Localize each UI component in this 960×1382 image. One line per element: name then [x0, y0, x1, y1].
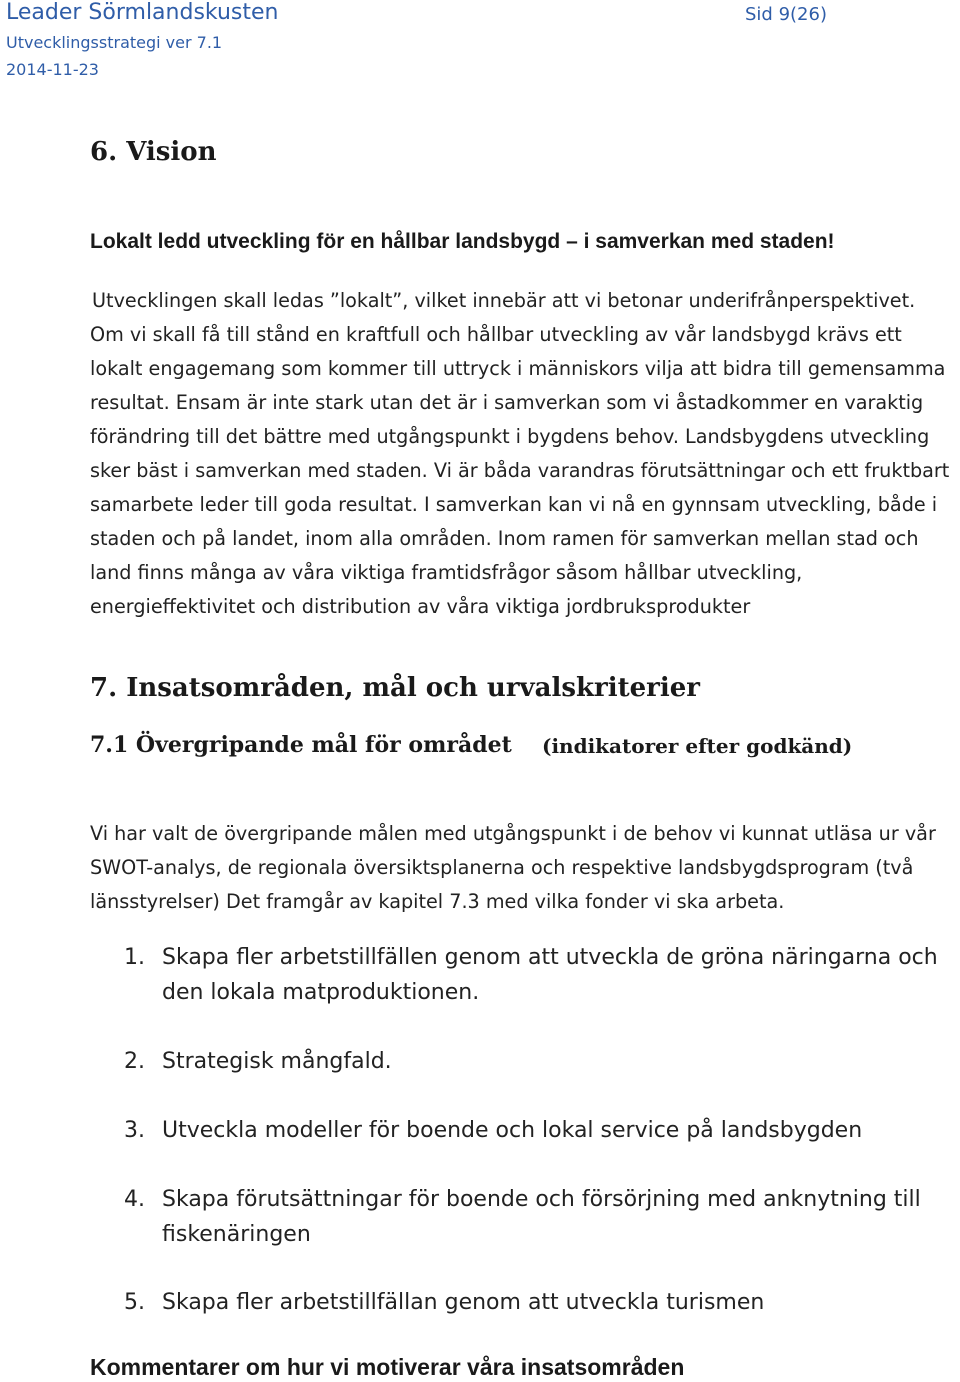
goals-intro-paragraph: Vi har valt de övergripande målen med utgångspunkt i de behov vi kunnat utläsa ur vår SWOT-analys, de regionala översiktsplanerna och respektive landsbygdsprogram (två länsstyrelser) Det framgår av kapitel 7.3 med vilka fonder vi ska arbeta. [90, 822, 936, 913]
section-7-1-note: (indikatorer efter godkänd) [542, 734, 853, 758]
goal-item [124, 940, 960, 1010]
goal-number: 1. [124, 945, 145, 970]
goal-text: Skapa fler arbetstillfällan genom att utveckla turismen [162, 1290, 765, 1315]
goal-item [124, 1044, 960, 1079]
goal-item [124, 1182, 960, 1252]
comments-heading: Kommentarer om hur vi motiverar våra insatsområden [90, 1354, 685, 1380]
goal-number: 4. [124, 1187, 145, 1212]
goal-item [124, 1113, 960, 1148]
document-header-date: 2014-11-23 [6, 60, 99, 79]
goal-number: 2. [124, 1049, 145, 1074]
vision-subheading: Lokalt ledd utveckling för en hållbar landsbygd – i samverkan med staden! [90, 230, 835, 253]
section-7-1-heading: 7.1 Övergripande mål för området [90, 732, 512, 758]
document-header-subtitle: Utvecklingsstrategi ver 7.1 [6, 33, 223, 52]
vision-body-paragraph: Om vi skall få till stånd en kraftfull och hållbar utveckling av vår landsbygd krävs ett lokalt engagemang som kommer till uttryck i människors vilja att bidra till gemensamma resultat. Ensam är inte stark utan det är i samverkan som vi åstadkommer en varaktig förändring till det bättre med utgångspunkt i bygdens behov. Landsbygdens utveckling sker bäst i samverkan med staden. Vi är båda varandras förutsättningar och ett fruktbart samarbete leder till goda resultat. I samverkan kan vi nå en gynnsam utveckling, både i staden och på landet, inom alla områden. Inom ramen för samverkan mellan stad och land finns många av våra viktiga framtidsfrågor såsom hållbar utveckling, energieffektivitet och distribution av våra viktiga jordbruksprodukter [90, 323, 950, 618]
page-number: Sid 9(26) [745, 4, 827, 25]
document-header-title: Leader Sörmlandskusten [6, 0, 279, 25]
section-7-1-heading-row [90, 732, 960, 766]
section-7-heading: 7. Insatsområden, mål och urvalskriterier [90, 673, 700, 703]
goal-number: 5. [124, 1290, 145, 1315]
goal-text: Skapa förutsättningar för boende och försörjning med anknytning till fiskenäringen [162, 1187, 921, 1247]
goal-number: 3. [124, 1118, 145, 1143]
goal-text: Strategisk mångfald. [162, 1049, 392, 1074]
vision-lead-paragraph: Utvecklingen skall ledas ”lokalt”, vilket innebär att vi betonar underifrånperspektivet. [92, 289, 916, 312]
goal-text: Skapa fler arbetstillfällen genom att utveckla de gröna näringarna och den lokala matproduktionen. [162, 945, 938, 1005]
goal-item [124, 1285, 960, 1320]
vision-heading: 6. Vision [90, 137, 217, 167]
goal-text: Utveckla modeller för boende och lokal service på landsbygden [162, 1118, 863, 1143]
